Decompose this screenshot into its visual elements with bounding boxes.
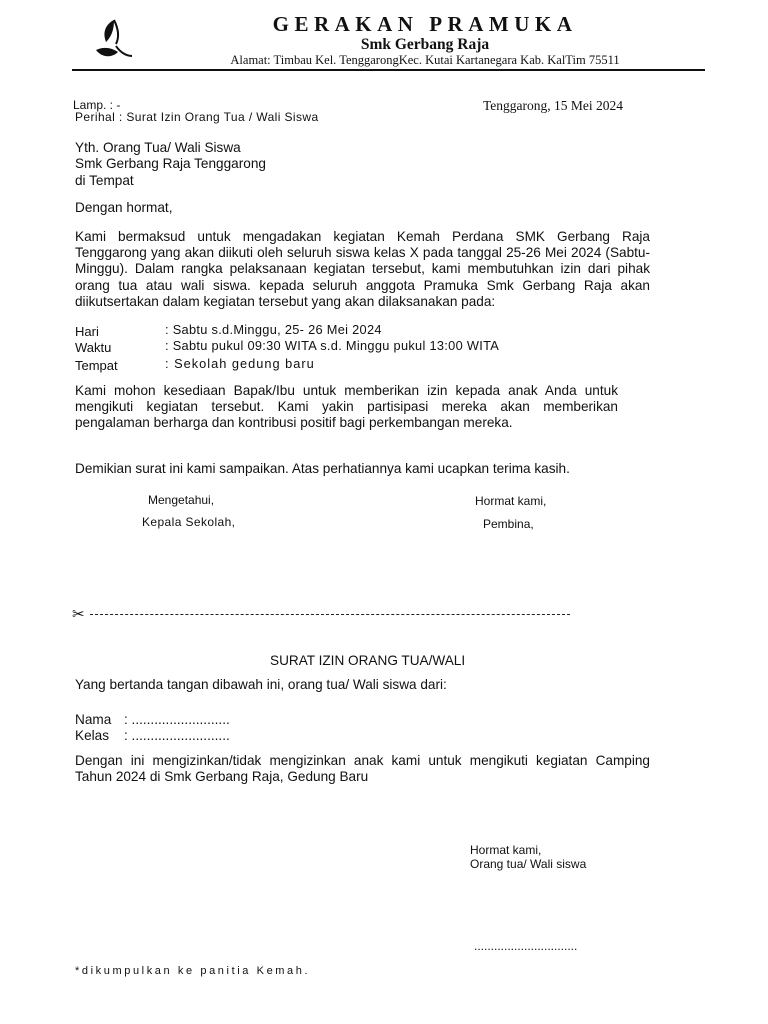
- dashed-divider: [90, 614, 570, 615]
- footnote: *dikumpulkan ke panitia Kemah.: [75, 965, 311, 977]
- signature-right-line1: Hormat kami,: [475, 494, 547, 508]
- kelas-field: : ..........................: [124, 728, 230, 743]
- recipient-line3: di Tempat: [75, 173, 134, 188]
- lamp-line: Lamp. : -: [73, 98, 121, 112]
- place-date: Tenggarong, 15 Mei 2024: [483, 98, 624, 113]
- waktu-label: Waktu: [75, 340, 112, 355]
- letterhead-divider: [72, 69, 705, 71]
- form-sign-line2: Orang tua/ Wali siswa: [470, 857, 587, 871]
- recipient-line2: Smk Gerbang Raja Tenggarong: [75, 156, 266, 171]
- salutation: Dengan hormat,: [75, 200, 173, 215]
- signature-left-line2: Kepala Sekolah,: [142, 515, 236, 529]
- signature-left-line1: Mengetahui,: [148, 493, 215, 507]
- waktu-value: : Sabtu pukul 09:30 WITA s.d. Minggu pukul 13:00 WITA: [165, 338, 500, 353]
- form-title: SURAT IZIN ORANG TUA/WALI: [270, 653, 466, 668]
- perihal-line: Perihal : Surat Izin Orang Tua / Wali Siswa: [75, 110, 319, 124]
- form-intro: Yang bertanda tangan dibawah ini, orang tua/ Wali siswa dari:: [75, 677, 447, 692]
- signature-right-line2: Pembina,: [483, 517, 534, 531]
- school-address: Alamat: Timbau Kel. TenggarongKec. Kutai Kartanegara Kab. KalTim 75511: [230, 53, 620, 67]
- body-paragraph-1: Kami bermaksud untuk mengadakan kegiatan Kemah Perdana SMK Gerbang Raja Tenggarong yang akan diikuti oleh seluruh siswa kelas X pada tanggal 25-26 Mei 2024 (Sabtu-Minggu). Dalam rangka pelaksanaan kegiatan tersebut, kami membutuhkan izin dari pihak orang tua atau wali siswa. kepada seluruh anggota Pramuka Smk Gerbang Raja akan diikutsertakan dalam kegiatan tersebut yang akan dilaksanakan pada:: [75, 229, 650, 309]
- org-title: GERAKAN PRAMUKA: [272, 12, 578, 36]
- scissors-icon: ✂: [72, 606, 85, 623]
- tempat-value: : Sekolah gedung baru: [165, 356, 315, 371]
- form-statement: Dengan ini mengizinkan/tidak mengizinkan anak kami untuk mengikuti kegiatan Camping Tahun 2024 di Smk Gerbang Raja, Gedung Baru: [75, 753, 650, 785]
- hari-label: Hari: [75, 324, 99, 339]
- tempat-label: Tempat: [75, 358, 118, 373]
- closing-sentence: Demikian surat ini kami sampaikan. Atas perhatiannya kami ucapkan terima kasih.: [75, 461, 570, 476]
- kelas-label: Kelas: [75, 728, 110, 743]
- pramuka-logo-icon: [92, 16, 136, 62]
- recipient-line1: Yth. Orang Tua/ Wali Siswa: [75, 140, 241, 155]
- nama-label: Nama: [75, 712, 112, 727]
- body-paragraph-2: Kami mohon kesediaan Bapak/Ibu untuk memberikan izin kepada anak Anda untuk mengikuti kegiatan tersebut. Kami yakin partisipasi mereka akan memberikan pengalaman berharga dan kontribusi positif bagi perkembangan mereka.: [75, 383, 618, 431]
- form-signature-dots: ...............................: [474, 939, 578, 953]
- cut-line: [72, 605, 572, 625]
- hari-value: : Sabtu s.d.Minggu, 25- 26 Mei 2024: [165, 322, 382, 337]
- form-sign-line1: Hormat kami,: [470, 843, 542, 857]
- school-name: Smk Gerbang Raja: [360, 36, 490, 53]
- nama-field: : ..........................: [124, 712, 230, 727]
